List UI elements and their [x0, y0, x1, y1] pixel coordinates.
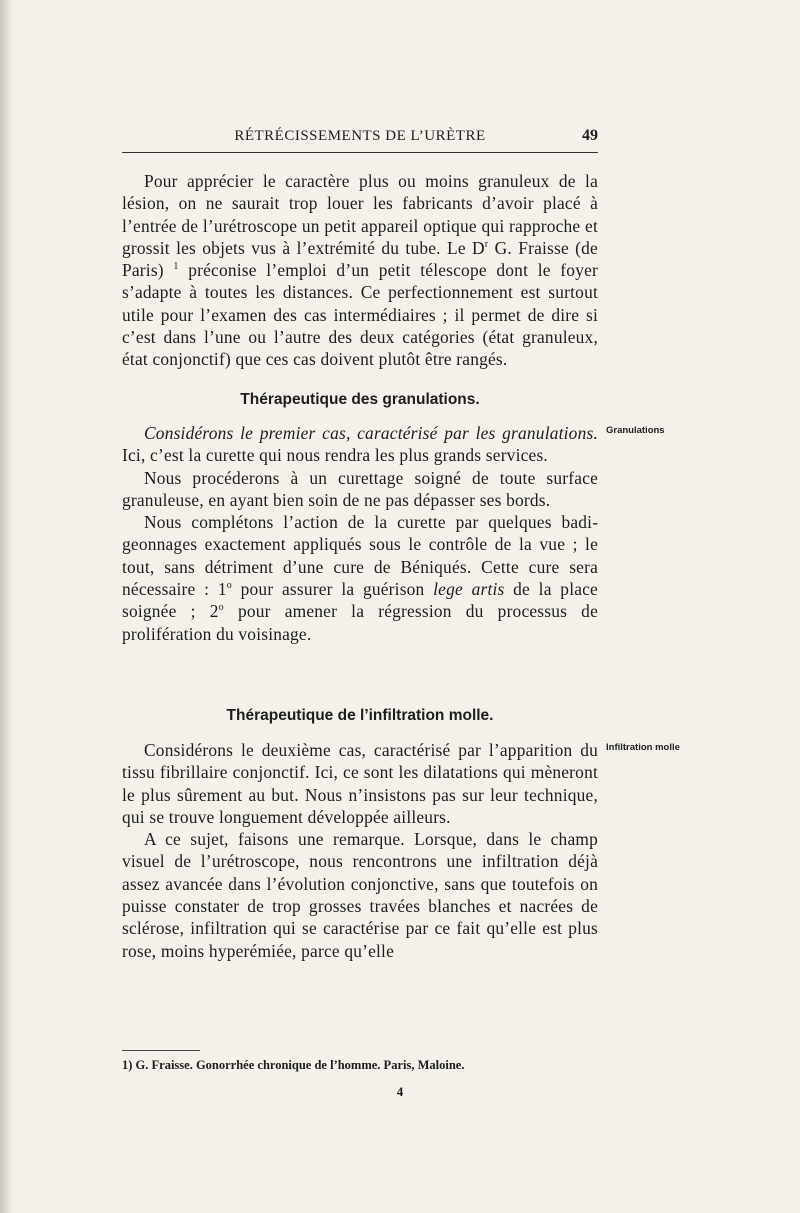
page-gutter-shadow — [0, 0, 14, 1213]
section1-body — [122, 422, 598, 645]
footnote-marker: 1) — [122, 1058, 133, 1072]
latin-italic: lege artis — [433, 579, 505, 600]
section1-paragraph-1 — [122, 422, 598, 467]
intro-paragraph-block — [122, 170, 598, 371]
footnote-text: G. Fraisse. Gonorrhée chronique de l’homme. Paris, Maloine. — [132, 1058, 465, 1072]
section1-p3-b: pour assurer la guérison — [231, 579, 434, 600]
intro-text-b: G. Fraisse (de Paris) — [122, 237, 598, 281]
section1-p3-d: pour amener la régression du processus de prolifération du voisinage. — [122, 601, 598, 644]
section2-body — [122, 739, 598, 962]
section1-p1-rest: Ici, c’est la curette qui nous rendra les plus grands services. — [122, 445, 548, 466]
intro-text-a: Pour apprécier le caractère plus ou moins granuleux de la lésion, on ne saurait trop louer les fabricants d’avoir placé à l’entrée de l’urétroscope un petit appareil optique qui rapproche et grossit les objets vus à l’extrémité du tube. Le D — [122, 171, 598, 258]
footnote-ref: 1 — [173, 261, 179, 273]
intro-text-c: préconise l’emploi d’un petit télescope dont le foyer s’adapte à toutes les distances. Ce perfectionnement est surtout utile pour l’examen des cas intermédiaires ; il permet de dire si c’est dans l’une ou l’autre des deux catégories (état granuleux, état conjonctif) que ces cas doivent plutôt être rangés. — [122, 260, 599, 370]
header-rule — [122, 152, 598, 153]
section1-paragraph-2: Nous procéderons à un curettage soigné de toute surface granuleuse, en ayant bien soin de ne pas dépasser ses bords. — [122, 467, 598, 510]
section1-p3-c: de la place soignée ; 2 — [122, 579, 598, 622]
intro-paragraph — [122, 170, 598, 371]
ordinal-sup-2: o — [218, 602, 224, 614]
footnote — [122, 1058, 598, 1073]
section-heading-granulations: Thérapeutique des granulations. — [240, 391, 480, 408]
section1-paragraph-3 — [122, 511, 598, 645]
running-title: RÉTRÉCISSEMENTS DE L’URÈTRE — [234, 128, 486, 144]
running-header — [122, 128, 598, 150]
footnote-rule — [122, 1050, 200, 1051]
margin-note-infiltration: Infiltration molle — [606, 742, 680, 753]
superscript-r: r — [484, 239, 489, 251]
section1-p3-a: Nous complétons l’action de la curette par quelques badigeonnages exactement appliqués sous le contrôle de la vue ; le tout, sans détriment d’une cure de Béniqués. Cette cure sera nécessaire : 1 — [122, 512, 598, 600]
margin-note-granulations: Granulations — [606, 425, 665, 436]
section-heading-infiltration: Thérapeutique de l’infiltration molle. — [226, 707, 494, 724]
ordinal-sup-1: o — [226, 580, 232, 592]
section1-italic-lead: Considérons le premier cas, caractérisé par les granulations. — [144, 423, 598, 443]
page-number: 49 — [582, 127, 598, 144]
signature-mark: 4 — [396, 1084, 404, 1099]
section2-paragraph-2: A ce sujet, faisons une remarque. Lorsque, dans le champ visuel de l’urétroscope, nous rencontrons une infiltration déjà assez avancée dans l’évolution conjonctive, sans que toutefois on puisse constater de trop grosses travées blanches et nacrées de sclérose, infiltration qui se caractérise par ce fait qu’elle est plus rose, moins hyperémiée, parce qu’elle — [122, 829, 598, 961]
section2-paragraph-1: Considérons le deuxième cas, caractérisé par l’apparition du tissu fibrillaire conjonctif. Ici, ce sont les dilatations qui mèneront le plus sûrement au but. Nous n’insistons pas sur leur technique, qui se trouve longuement développée ailleurs. — [122, 740, 598, 827]
